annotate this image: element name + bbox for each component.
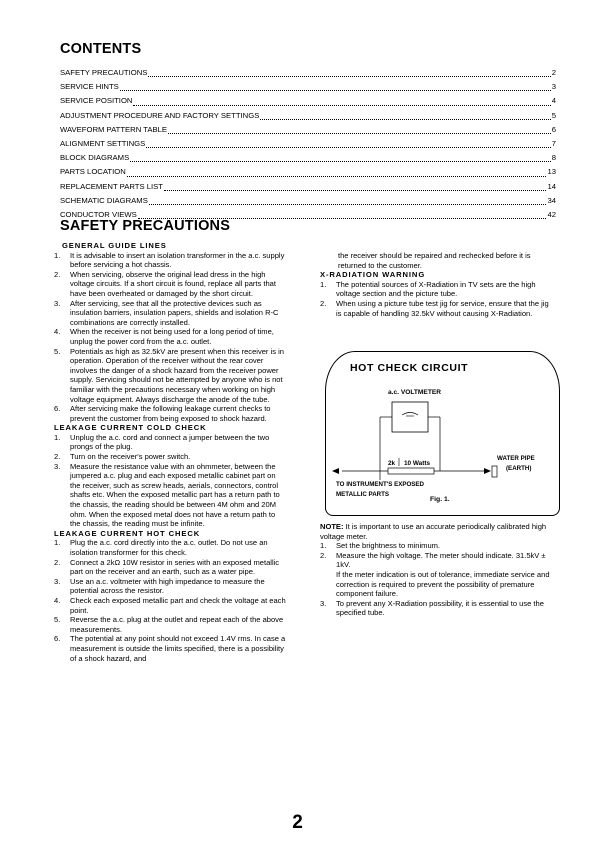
list-item-number: 1.	[54, 538, 61, 548]
table-of-contents	[60, 66, 556, 222]
resistor-watts-label: 10 Watts	[404, 460, 431, 467]
list-item	[54, 462, 286, 529]
toc-entry-page: 34	[547, 195, 556, 205]
list-item	[54, 347, 286, 405]
toc-entry-page: 13	[547, 167, 556, 177]
toc-entry[interactable]	[60, 194, 556, 208]
right-column	[320, 251, 554, 318]
list-item: 3. To prevent any X-Radiation possibility, it is essential to use the specified tube.	[320, 598, 544, 618]
hot-check-heading: LEAKAGE CURRENT HOT CHECK	[54, 528, 201, 538]
toc-entry-page: 42	[547, 209, 556, 219]
toc-entry[interactable]	[60, 109, 556, 123]
list-item	[54, 433, 286, 452]
arrow-to-earth	[484, 468, 491, 474]
earth-label: (EARTH)	[506, 465, 532, 472]
list-item-number: 1.	[54, 250, 61, 260]
list-item-number: 6.	[54, 634, 61, 644]
hot-check-circuit-figure	[325, 351, 560, 516]
toc-entry-label: ADJUSTMENT PROCEDURE AND FACTORY SETTINGS	[60, 110, 260, 120]
toc-entry-label: SAFETY PRECAUTIONS	[60, 68, 148, 77]
list-item-text: Check each exposed metallic part and check the voltage at each point.	[70, 595, 286, 615]
voltmeter-box	[392, 402, 428, 432]
toc-entry[interactable]	[60, 123, 556, 137]
general-guidelines-heading: GENERAL GUIDE LINES	[62, 241, 167, 250]
list-item	[54, 404, 286, 423]
list-item	[320, 280, 554, 299]
toc-entry-page: 5	[551, 110, 556, 120]
toc-leader-dots	[148, 76, 550, 77]
toc-entry[interactable]	[60, 137, 556, 151]
list-item-text: When the receiver is not being used for a long period of time, unplug the power cord from the a.c. outlet.	[70, 327, 274, 346]
list-item	[54, 452, 286, 462]
list-item-text: Turn on the receiver's power switch.	[70, 452, 191, 462]
note-list	[320, 541, 556, 570]
to-instrument-label: TO INSTRUMENT'S EXPOSED	[336, 481, 424, 488]
list-item-text: When servicing, observe the original lead dress in the high voltage circuits. If a short circuit is found, replace all parts that have been overheated or damaged by the short circuit.	[70, 269, 276, 298]
list-item-text: When using a picture tube test jig for service, ensure that the jig is capable of handling 32.5kV without causing X-Radiation.	[336, 298, 549, 318]
list-item-number: 5.	[54, 346, 61, 356]
toc-entry-page: 8	[551, 153, 556, 163]
list-item-text: The potential sources of X-Radiation in TV sets are the high voltage section and the picture tube.	[336, 279, 536, 299]
list-item-text: It is advisable to insert an isolation transformer in the a.c. supply before servicing a hot chassis.	[70, 250, 285, 270]
list-item-text: Reverse the a.c. plug at the outlet and repeat each of the above measurements.	[70, 615, 284, 634]
voltmeter-label: a.c. VOLTMETER	[388, 389, 442, 396]
figure-caption: Fig. 1.	[430, 496, 450, 503]
list-item	[54, 615, 286, 634]
list-item-number: 3.	[54, 298, 61, 308]
safety-precautions-heading: SAFETY PRECAUTIONS	[60, 218, 231, 234]
contents-heading: CONTENTS	[60, 41, 142, 57]
general-guidelines-list	[54, 251, 286, 424]
figure-title: HOT CHECK CIRCUIT	[350, 362, 469, 374]
toc-entry-label: ALIGNMENT SETTINGS	[60, 138, 146, 148]
list-item-text: After servicing make the following leakage current checks to prevent the customer from being exposed to shock hazard.	[70, 404, 271, 423]
list-item-number: 2.	[54, 452, 61, 462]
note-section	[320, 522, 556, 618]
metallic-parts-label: METALLIC PARTS	[336, 491, 390, 498]
toc-leader-dots	[149, 204, 547, 205]
list-item: 2. Measure the high voltage. The meter should indicate. 31.5kV ± 1kV.	[320, 550, 546, 570]
list-item	[54, 251, 286, 270]
cold-check-heading: LEAKAGE CURRENT COLD CHECK	[54, 423, 207, 433]
list-item-number: 4.	[54, 595, 61, 605]
toc-leader-dots	[146, 147, 550, 148]
toc-entry-page: 4	[551, 96, 556, 106]
toc-leader-dots	[168, 133, 551, 134]
resistor-symbol	[388, 468, 434, 474]
toc-entry[interactable]	[60, 151, 556, 165]
note-paragraph	[320, 522, 556, 541]
earth-symbol	[492, 466, 497, 477]
toc-entry[interactable]	[60, 94, 556, 108]
toc-leader-dots	[133, 105, 550, 106]
toc-entry[interactable]	[60, 80, 556, 94]
list-item	[54, 299, 286, 328]
list-item-number: 5.	[54, 615, 61, 625]
toc-entry-label: WAVEFORM PATTERN TABLE	[60, 124, 168, 134]
list-item-number: 6.	[54, 404, 61, 414]
toc-leader-dots	[260, 119, 550, 120]
list-item-number: 1.	[54, 432, 61, 442]
toc-entry-label: CONDUCTOR VIEWS	[60, 209, 137, 219]
hot-check-circuit-diagram	[326, 352, 559, 515]
list-item-number: 2.	[320, 298, 327, 308]
toc-entry-page: 3	[551, 82, 556, 92]
list-item	[54, 270, 286, 299]
list-item-number: 3.	[54, 576, 61, 586]
note-text: It is important to use an accurate periodically calibrated high voltage meter.	[320, 522, 547, 541]
toc-leader-dots	[164, 190, 546, 191]
hot-check-list	[54, 538, 286, 663]
toc-entry-page: 2	[551, 68, 556, 77]
page-number: 2	[292, 812, 303, 833]
note-list-continued	[320, 599, 556, 618]
toc-entry-label: SCHEMATIC DIAGRAMS	[60, 195, 148, 205]
toc-entry-label: SERVICE HINTS	[60, 82, 119, 92]
hot-check-continuation: the receiver should be repaired and rechecked before it is returned to the customer.	[338, 251, 531, 270]
list-item-text: Use an a.c. voltmeter with high impedance to measure the potential across the resistor.	[70, 576, 265, 596]
arrow-to-instrument	[332, 468, 339, 474]
toc-entry-label: PARTS LOCATION	[60, 167, 126, 177]
toc-entry-label: REPLACEMENT PARTS LIST	[60, 181, 163, 191]
list-item	[54, 634, 286, 663]
list-item-text: The potential at any point should not exceed 1.4V rms. In case a measurement is outside the limits specified, there is a possibility of a shock hazard, and	[70, 634, 286, 663]
list-item-text: Connect a 2kΩ 10W resistor in series with an exposed metallic part on the receiver and an earth, such as a water pipe.	[70, 557, 280, 577]
toc-entry[interactable]	[60, 180, 556, 194]
x-radiation-heading: X-RADIATION WARNING	[320, 270, 426, 280]
toc-leader-dots	[130, 161, 551, 162]
list-item-number: 4.	[54, 327, 61, 337]
toc-entry[interactable]	[60, 66, 556, 80]
list-item-text: After servicing, see that all the protective devices such as insulation barriers, insulation papers, shields and isolation R-C combinations are correctly installed.	[70, 298, 279, 327]
cold-check-list	[54, 433, 286, 529]
left-column	[54, 241, 286, 663]
toc-entry-page: 14	[547, 181, 556, 191]
toc-leader-dots	[120, 90, 551, 91]
x-radiation-list	[320, 280, 554, 318]
list-item-text: Plug the a.c. cord directly into the a.c. outlet. Do not use an isolation transformer for this check.	[70, 538, 268, 557]
tolerance-paragraph: If the meter indication is out of tolerance, immediate service and correction is required to prevent the possibility of premature component failure.	[336, 569, 550, 599]
list-item-number: 2.	[54, 269, 61, 279]
toc-entry[interactable]	[60, 165, 556, 179]
list-item	[54, 558, 286, 577]
note-label: NOTE:	[320, 522, 344, 531]
toc-leader-dots	[127, 176, 547, 177]
list-item-text: Potentials as high as 32.5kV are present when this receiver is in operation. Operation of the receiver without the rear cover involves the danger of a shock hazard from the receiver power supply. Servicing should not be attempted by anyone who is not familiar with the precautions necessary when working on high voltage equipment. Always discharge the anode of the tube.	[70, 346, 284, 404]
water-pipe-label: WATER PIPE	[497, 455, 535, 462]
list-item-text: Measure the resistance value with an ohmmeter, between the jumpered a.c. plug and each exposed metallic cabinet part on the receiver, such as screw heads, aerials, connectors, control shafts etc. When the exposed metallic part has a return path to the chassis, the reading should be between 4M ohm and 20M ohm. When the exposed metal does not have a return path to the chassis, the reading must be infinite.	[70, 461, 280, 529]
list-item-number: 2.	[54, 557, 61, 567]
list-item-text: Unplug the a.c. cord and connect a jumper between the two prongs of the plug.	[70, 432, 270, 452]
list-item-number: 3.	[54, 461, 61, 471]
toc-entry-label: BLOCK DIAGRAMS	[60, 153, 130, 163]
list-item	[54, 327, 286, 346]
resistor-value-label: 2k	[388, 460, 396, 467]
list-item	[54, 538, 286, 557]
list-item	[54, 596, 286, 615]
voltmeter-needle-arc	[402, 413, 418, 416]
toc-entry-page: 6	[551, 124, 556, 134]
list-item	[320, 299, 554, 318]
list-item: 1. Set the brightness to minimum.	[320, 541, 441, 551]
toc-entry-page: 7	[551, 138, 556, 148]
toc-entry-label: SERVICE POSITION	[60, 96, 133, 106]
list-item-number: 1.	[320, 279, 327, 289]
list-item	[54, 577, 286, 596]
